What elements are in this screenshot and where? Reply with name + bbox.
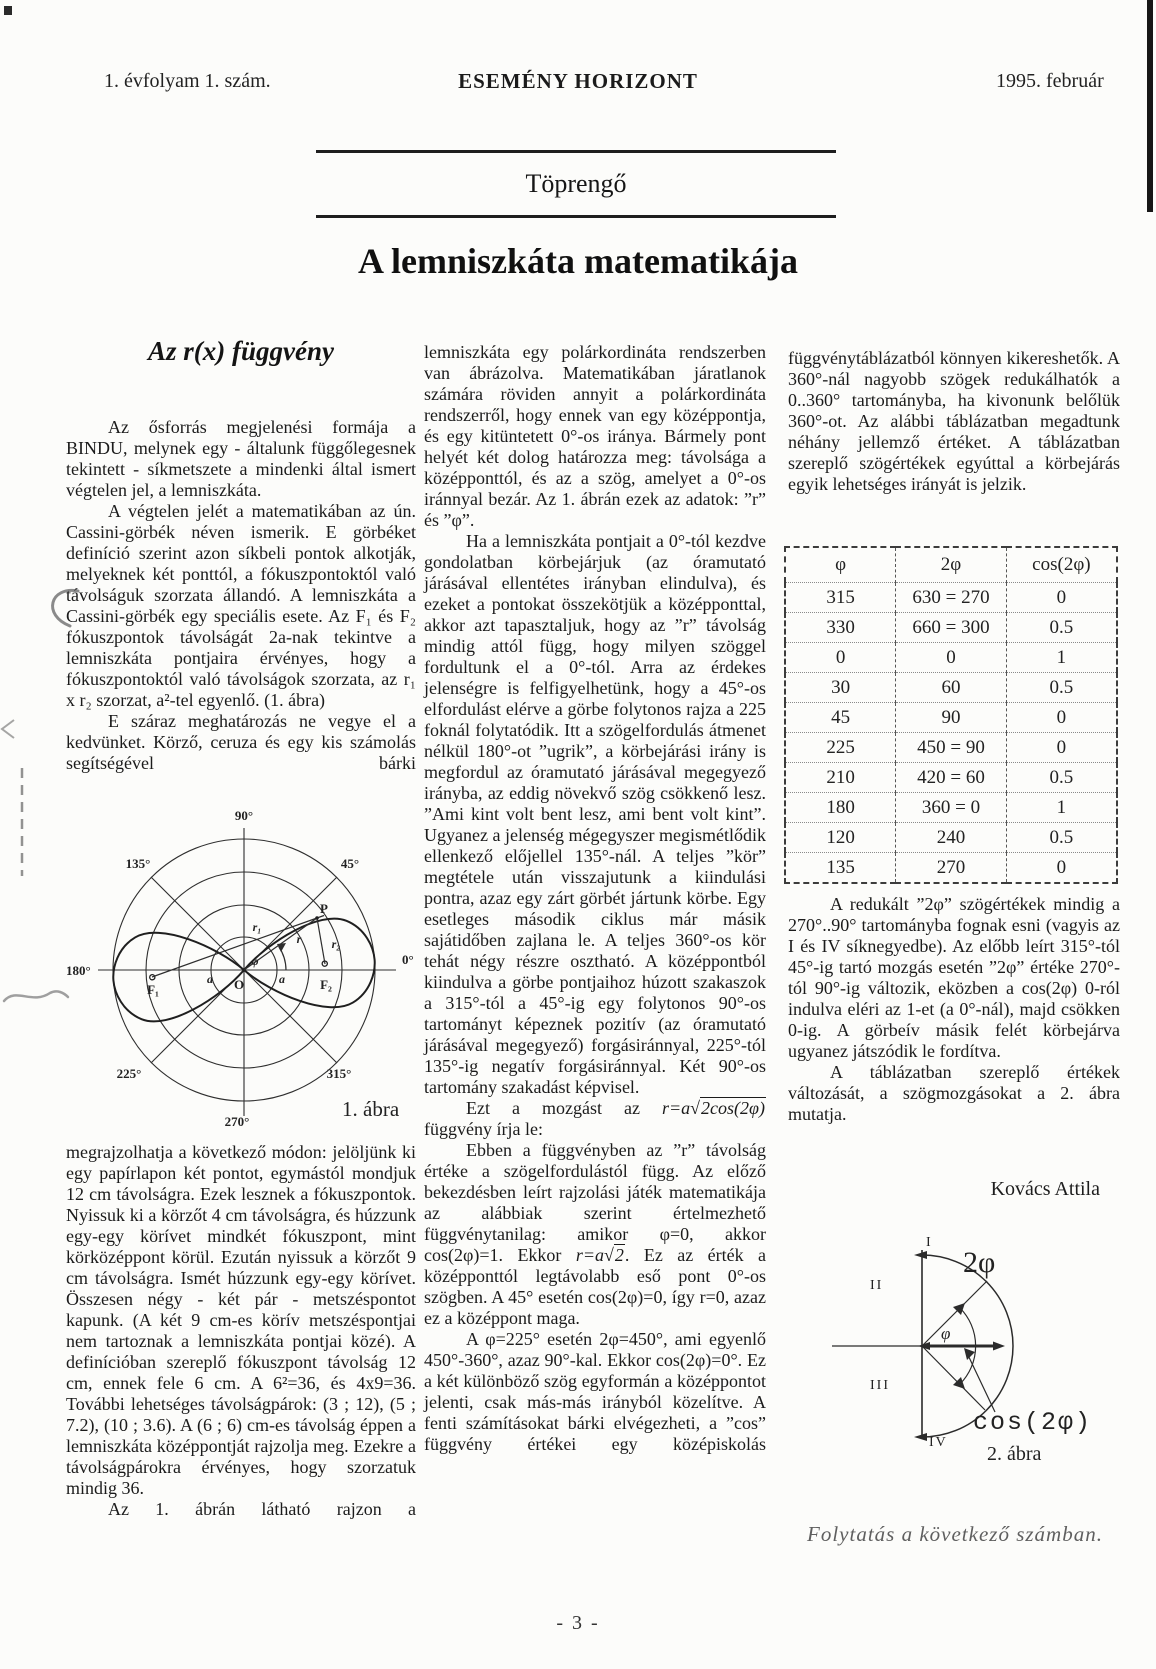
formula-intro: Ezt a mozgást az <box>466 1098 662 1118</box>
label-2phi: 2φ <box>963 1246 996 1279</box>
cell: 45 <box>785 703 896 733</box>
cell: 0 <box>1006 583 1117 613</box>
col-header-2phi: 2φ <box>896 547 1007 583</box>
quadrant-4-label: IV <box>929 1435 948 1450</box>
cell: 630 = 270 <box>896 583 1007 613</box>
left-column-lower <box>66 1142 416 1520</box>
right-column-lower <box>788 894 1120 1125</box>
paragraph-left-2: A végtelen jelét a matematikában az ún. Cassini-görbék néven ismerik. E görbéket definíció szerint azon síkbeli pontok alkotják, melyeknek két ponttól, a fókuszpontoktól való távolságuk szorzata állandó. A lemniszkáta a Cassini-görbék egy speciális esete. Az F₁ és F₂ fókuszpontok távolságát 2a-nak tekintve a lemniszkáta pontjaira érvényes, hogy a fókuszpontoktól való távolságok szorzata, az r₁ x r₂ szorzat, a²-tel egyenlő. (1. ábra) <box>66 501 416 710</box>
cell: 240 <box>896 823 1007 853</box>
table-row <box>785 793 1117 823</box>
right-column-upper <box>788 348 1120 495</box>
scan-artifact-pen-hook <box>40 585 85 631</box>
cell: 0.5 <box>1006 613 1117 643</box>
col-header-cos2phi: cos(2φ) <box>1006 547 1117 583</box>
table-row <box>785 763 1117 793</box>
sqrt-sign-2: √ <box>604 1245 614 1265</box>
cell: 0.5 <box>1006 673 1117 703</box>
cell: 420 = 60 <box>896 763 1007 793</box>
middle-column <box>424 342 766 1455</box>
label-a-right: a <box>279 972 285 986</box>
rubric-box <box>316 150 836 218</box>
axis-label-0: 0° <box>402 952 414 967</box>
figure-1-polar-plot <box>52 790 442 1135</box>
angle-value-table <box>784 546 1118 884</box>
label-p: P <box>320 901 328 916</box>
quadrant-2-label: II <box>870 1278 884 1293</box>
scan-artifact-edge-strip <box>1147 0 1153 212</box>
scan-artifact-margin-tick <box>0 718 16 740</box>
cell: 0 <box>896 643 1007 673</box>
cell: 210 <box>785 763 896 793</box>
axis-label-45: 45° <box>340 856 360 871</box>
header-date: 1995. február <box>996 70 1104 92</box>
cell: 0 <box>1006 853 1117 884</box>
label-phi-small: φ <box>941 1324 951 1343</box>
label-r1: r₁ <box>252 920 262 934</box>
paragraph-mid-3 <box>424 1098 766 1140</box>
label-r2: r₂ <box>331 937 341 951</box>
paragraph-right-2: A redukált ”2φ” szögértékek mindig a 270°..90° tartományba fognak esni (vagyis az I és IV síknegyedbe). Az előbb leírt 315°-tól 45°-ig tartó mozgás esetén ”2φ” értéke 270°-tól 90°-ig változik, eközben a cos(2φ) 0-ról indulva eléri az 1-et (a 0°-nál), majd csökken 0-ig. A görbeív másik felét körbejárva ugyanez játszódik le fordítva. <box>788 894 1120 1061</box>
author-byline: Kovács Attila <box>990 1178 1100 1200</box>
axis-label-90: 90° <box>234 808 254 823</box>
paragraph-left-5: Az 1. ábrán látható rajzon a <box>108 1499 416 1519</box>
section-heading: Az r(x) függvény <box>148 336 334 366</box>
continuation-note: Folytatás a következő számban. <box>807 1522 1103 1546</box>
paragraph-mid-4-post: . Ez az érték a középponttól legtávolabb eső pont 0°-os szögben. A 45° esetén cos(2φ)=0, így r=0, azaz ez a középpont maga. <box>424 1245 766 1328</box>
label-a-left: a <box>207 972 213 986</box>
table-row <box>785 643 1117 673</box>
formula-radicand-2: 2 <box>614 1245 624 1265</box>
label-cos2phi: cos(2φ) <box>973 1408 1093 1437</box>
axis-label-225: 225° <box>116 1066 142 1081</box>
table-header-row <box>785 547 1117 583</box>
quadrant-3-label: III <box>870 1378 890 1393</box>
paragraph-mid-5: A φ=225° esetén 2φ=450°, ami egyenlő 450°-360°, azaz 90°-kal. Ekkor cos(2φ)=0°. Ez a két különböző szög egyformán a középpontot jelenti, csak más-más irányból közelítve. A fenti számításokat bárki elvégezheti, a ”cos” függvény értékei egy középiskolás <box>424 1329 766 1454</box>
label-phi: φ <box>251 954 259 968</box>
figure-1-caption: 1. ábra <box>342 1097 400 1121</box>
cell: 120 <box>785 823 896 853</box>
table-row <box>785 703 1117 733</box>
table-row <box>785 733 1117 763</box>
label-f1: F₁ <box>147 982 159 997</box>
scan-artifact-squiggle <box>2 985 72 1011</box>
paragraph-mid-2: Ha a lemniszkáta pontjait a 0°-tól kezdve gondolatban körbejárjuk (az óramutató járásával ellentétes irányban elindulva), és ezeket a pontokat összekötjük a középponttal, akkor azt tapasztaljuk, hogy az ”r” távolság mindig attól függ, hogy milyen szöggel fordultunk el a 0°-tól. Arra az érdekes jelenségre is felfigyelhetünk, hogy a 45°-os elfordulást elérve a görbe folytonos rajza a 225 foknál folytatódik. Itt a szögelfordulás átmenet nélkül 180°-ot ”ugrik”, a körbejárási irány is megfordul az óramutató járásával megegyező irányba, az eddig növekvő szög csökkenő lesz. ”Ami kint volt bent lesz, ami bent volt kint”. Ugyanez a jelenség mégegyszer megismétlődik ellenkező előjellel 135°-nál. A teljes ”kör” megtétele után visszajutunk a kiindulási pontra, azaz egy zárt görbét jártunk körbe. Egy esetleges második ciklus már másik sajátidőben zajlana le. A teljes 360°-os kör tehát négy részre osztható. A középpontból kiindulva a görbe pontjaihoz húzott szakaszok a 315°-tól a 45°-ig egy folytonos 90°-os tartományt képeznek pozitív (az óramutató járásával megegyező) forgásiránnyal, 225°-tól 135°-ig negatív forgásiránnyal. Két 90°-os tartomány szakadást képvisel. <box>424 531 766 1097</box>
cos2phi-diagram <box>815 1222 1145 1482</box>
left-column-upper <box>66 336 416 774</box>
cell: 315 <box>785 583 896 613</box>
formula-variable-2: r=a <box>575 1245 605 1265</box>
lemniscate-polar-diagram <box>52 790 442 1135</box>
radius-lines <box>152 916 325 978</box>
cell: 60 <box>896 673 1007 703</box>
axis-label-135: 135° <box>125 856 151 871</box>
table-row <box>785 583 1117 613</box>
figure-2-angle-diagram <box>815 1222 1145 1482</box>
table-row <box>785 673 1117 703</box>
label-r: r <box>296 932 302 946</box>
axis-label-315: 315° <box>326 1066 352 1081</box>
cell: 0 <box>1006 733 1117 763</box>
cell: 360 = 0 <box>896 793 1007 823</box>
cell: 330 <box>785 613 896 643</box>
paragraph-left-4: megrajzolhatja a következő módon: jelöljünk ki egy papírlapon két pontot, egymástól mondjuk 12 cm távolságra. Ezek lesznek a fókuszpontok. Nyissuk ki a körzőt 4 cm távolságra, és húzzunk egy-egy körívet mindkét fókuszpont, mint körközéppont körül. Ezután nyissuk a körzőt 9 cm távolságra. Ismét húzzunk egy-egy körívet. Összesen négy - két pár - metszéspontot kapunk. (A két 9 cm-es körív metszéspontjai nem tartoznak a lemniszkáta pontjai közé). A definícióban szereplő fókuszpont távolság 12 cm, ennek fele 6 cm. A 6²=36, és 4x9=36. További lehetséges távolságpárok: (3 ; 12), (5 ; 7.2), (10 ; 3.6). A (6 ; 6) cm-es távolság éppen a lemniszkáta középpontját rajzolja meg. Ezekre a távolságpárokra érvényes, hogy szorzatuk mindig 36. <box>66 1142 416 1498</box>
cell: 30 <box>785 673 896 703</box>
cell: 270 <box>896 853 1007 884</box>
scan-artifact-corner-dot <box>4 6 12 15</box>
rubric-label: Töprengő <box>525 169 627 198</box>
cell: 660 = 300 <box>896 613 1007 643</box>
header-issue: 1. évfolyam 1. szám. <box>104 70 271 92</box>
table-row <box>785 853 1117 884</box>
cell: 225 <box>785 733 896 763</box>
article-title: A lemniszkáta matematikája <box>358 241 798 281</box>
label-f2: F₂ <box>320 977 332 992</box>
paragraph-mid-4 <box>424 1140 766 1329</box>
table-row <box>785 613 1117 643</box>
axis-label-270: 270° <box>224 1114 250 1129</box>
cell: 0.5 <box>1006 763 1117 793</box>
cell: 90 <box>896 703 1007 733</box>
cell: 135 <box>785 853 896 884</box>
paragraph-left-1: Az ősforrás megjelenési formája a BINDU, melynek egy - általunk függőlegesnek tekintett - síkmetszete a mindenki által ismert végtelen jel, a lemniszkáta. <box>66 417 416 500</box>
point-p-dot <box>315 916 319 920</box>
paragraph-right-3: A táblázatban szereplő értékek változását, a szögmozgásokat a 2. ábra mutatja. <box>788 1062 1120 1124</box>
header-masthead: ESEMÉNY HORIZONT <box>458 69 698 93</box>
formula-variable: r=a <box>662 1098 691 1118</box>
paragraph-mid-1: lemniszkáta egy polárkordináta rendszerben van ábrázolva. Matematikában járatlanok számára röviden annyit a polárkordináta rendszerről, hogy ennek van egy középpontja, és egy kitüntetett 0°-os iránya. Bármely pont helyét két dolog határozza meg: távolsága a középponttól, és az a szög, amelyet a 0°-os iránnyal bezár. Az 1. ábrán ezek az adatok: ”r” és ”φ”. <box>424 342 766 530</box>
sqrt-sign: √ <box>690 1098 701 1118</box>
phi-arc-arrow <box>277 943 286 952</box>
cell: 1 <box>1006 793 1117 823</box>
scan-artifact-margin-line <box>18 768 26 876</box>
cell: 450 = 90 <box>896 733 1007 763</box>
label-origin: O <box>233 977 245 992</box>
cell: 0 <box>785 643 896 673</box>
cell: 180 <box>785 793 896 823</box>
cell: 1 <box>1006 643 1117 673</box>
figure-2-caption: 2. ábra <box>987 1443 1042 1465</box>
cell: 0.5 <box>1006 823 1117 853</box>
formula-radicand: 2cos(2φ) <box>701 1098 765 1118</box>
paragraph-left-3: E száraz meghatározás ne vegye el a kedvünket. Körző, ceruza és egy kis számolás segítségével bárki <box>66 711 416 773</box>
paragraph-right-1: függvénytáblázatból könnyen kikereshetők. A 360°-nál nagyobb szögek redukálhatók a 0..360° tartományba, ha kivonunk belőlük 360°-ot. Az alábbi táblázatban megadtunk néhány jellemző értéket. A táblázatban szereplő szögértékek egyúttal a körbejárás egyik lehetséges irányát is jelzik. <box>788 348 1120 494</box>
axis-label-180: 180° <box>66 963 91 978</box>
col-header-phi: φ <box>785 547 896 583</box>
paragraph-mid-4-pre: Ebben a függvényben az ”r” távolság értéke a szögelfordulástól függ. Az előző bekezdésben leírt rajzolási játék matematikája az alábbiak szerint értelmezhető függvénytanilag: amikor φ=0, akkor cos(2φ)=1. Ekkor <box>424 1140 766 1265</box>
formula-outro: függvény írja le: <box>424 1119 543 1139</box>
quadrant-1-label: I <box>926 1235 933 1250</box>
page-number: - 3 - <box>556 1612 600 1634</box>
table-row <box>785 823 1117 853</box>
cell: 0 <box>1006 703 1117 733</box>
